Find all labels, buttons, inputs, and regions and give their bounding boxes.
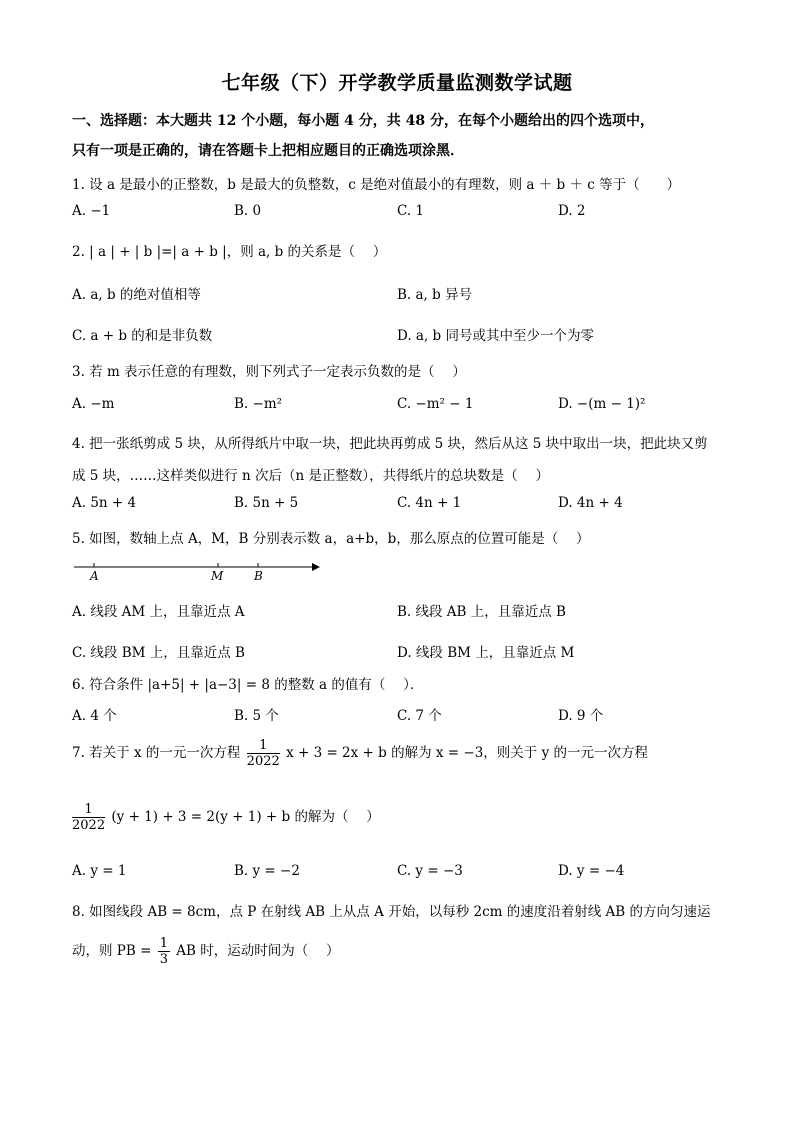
q3-option-c: C. −m² − 1 <box>397 396 474 412</box>
point-label-m: M <box>211 569 224 583</box>
q1-stem: 1. 设 a 是最小的正整数，b 是最大的负整数，c 是绝对值最小的有理数，则 a ＋ b ＋ c 等于（ ） <box>72 177 681 193</box>
q8-stem-post: AB 时，运动时间为（ ） <box>176 943 340 959</box>
q7-equation-2 <box>72 802 380 833</box>
q4-stem-line1: 4. 把一张纸剪成 5 块，从所得纸片中取一块，把此块再剪成 5 块，然后从这 5 块中取出一块，把此块又剪 <box>72 436 708 452</box>
q7-stem-pre: 7. 若关于 x 的一元一次方程 <box>72 745 241 761</box>
q5-stem: 5. 如图，数轴上点 A，M，B 分别表示数 a，a+b，b，那么原点的位置可能是（ ） <box>72 531 590 547</box>
q5-option-c: C. 线段 BM 上，且靠近点 B <box>72 645 245 661</box>
q6-stem: 6. 符合条件 |a+5| + |a−3| = 8 的整数 a 的值有（ ）． <box>72 677 424 693</box>
q4-option-b: B. 5n + 5 <box>234 495 299 511</box>
q7-fraction-1-denominator: 2022 <box>246 754 280 769</box>
q7-equation-2-text: (y + 1) + 3 = 2(y + 1) + b 的解为（ ） <box>111 809 380 825</box>
q2-option-c: C. a + b 的和是非负数 <box>72 328 213 344</box>
q7-stem <box>72 738 648 769</box>
q2-option-a: A. a, b 的绝对值相等 <box>72 287 201 303</box>
q6-option-d: D. 9 个 <box>558 708 604 724</box>
q2-option-b: B. a, b 异号 <box>397 287 473 303</box>
q2-option-d: D. a, b 同号或其中至少一个为零 <box>397 328 594 344</box>
q3-option-b: B. −m² <box>234 396 283 412</box>
q8-fraction <box>158 936 170 967</box>
q7-option-b: B. y = −2 <box>234 863 300 879</box>
q6-option-c: C. 7 个 <box>397 708 442 724</box>
q7-fraction-1-numerator: 1 <box>247 738 280 754</box>
q6-option-a: A. 4 个 <box>72 708 117 724</box>
q7-fraction-2-numerator: 1 <box>72 802 105 818</box>
q8-fraction-numerator: 1 <box>159 936 168 951</box>
q7-stem-post: x + 3 = 2x + b 的解为 x = −3，则关于 y 的一元一次方程 <box>286 745 648 761</box>
q5-option-d: D. 线段 BM 上，且靠近点 M <box>397 645 575 661</box>
q3-option-a: A. −m <box>72 396 115 412</box>
q8-stem-line2 <box>72 936 340 967</box>
q7-option-c: C. y = −3 <box>397 863 463 879</box>
q7-option-a: A. y = 1 <box>72 863 127 879</box>
q8-stem-pre: 动，则 PB = <box>72 943 152 959</box>
q3-stem: 3. 若 m 表示任意的有理数，则下列式子一定表示负数的是（ ） <box>72 364 466 380</box>
q7-option-d: D. y = −4 <box>558 863 625 879</box>
q1-option-d: D. 2 <box>558 203 586 219</box>
point-label-b: B <box>254 569 263 583</box>
q8-stem-line1: 8. 如图线段 AB = 8cm，点 P 在射线 AB 上从点 A 开始，以每秒 2cm 的速度沿着射线 AB 的方向匀速运 <box>72 904 711 920</box>
q4-option-c: C. 4n + 1 <box>397 495 462 511</box>
q4-stem-line2: 成 5 块，……这样类似进行 n 次后（n 是正整数），共得纸片的总块数是（ ） <box>72 468 549 484</box>
q5-number-line <box>72 556 332 586</box>
q7-fraction-2-denominator: 2022 <box>72 818 106 833</box>
q1-option-b: B. 0 <box>234 203 262 219</box>
section-heading-line2: 只有一项是正确的，请在答题卡上把相应题目的正确选项涂黑． <box>72 143 464 159</box>
q7-fraction-1 <box>247 738 280 769</box>
q4-option-d: D. 4n + 4 <box>558 495 623 511</box>
q5-option-a: A. 线段 AM 上，且靠近点 A <box>72 604 245 620</box>
number-line-arrow <box>312 563 320 571</box>
section-heading-line1: 一、选择题：本大题共 12 个小题，每小题 4 分，共 48 分，在每个小题给出的四个选项中， <box>72 113 654 129</box>
q1-option-a: A. −1 <box>72 203 111 219</box>
q1-option-c: C. 1 <box>397 203 425 219</box>
page-title: 七年级（下）开学教学质量监测数学试题 <box>221 72 573 94</box>
q3-option-d: D. −(m − 1)² <box>558 396 646 412</box>
point-label-a: A <box>90 569 99 583</box>
q8-fraction-denominator: 3 <box>159 952 168 967</box>
q4-option-a: A. 5n + 4 <box>72 495 137 511</box>
q5-option-b: B. 线段 AB 上，且靠近点 B <box>397 604 566 620</box>
q6-option-b: B. 5 个 <box>234 708 279 724</box>
q2-stem: 2. | a | + | b |=| a + b |，则 a, b 的关系是（ ） <box>72 244 387 260</box>
q7-fraction-2 <box>72 802 105 833</box>
